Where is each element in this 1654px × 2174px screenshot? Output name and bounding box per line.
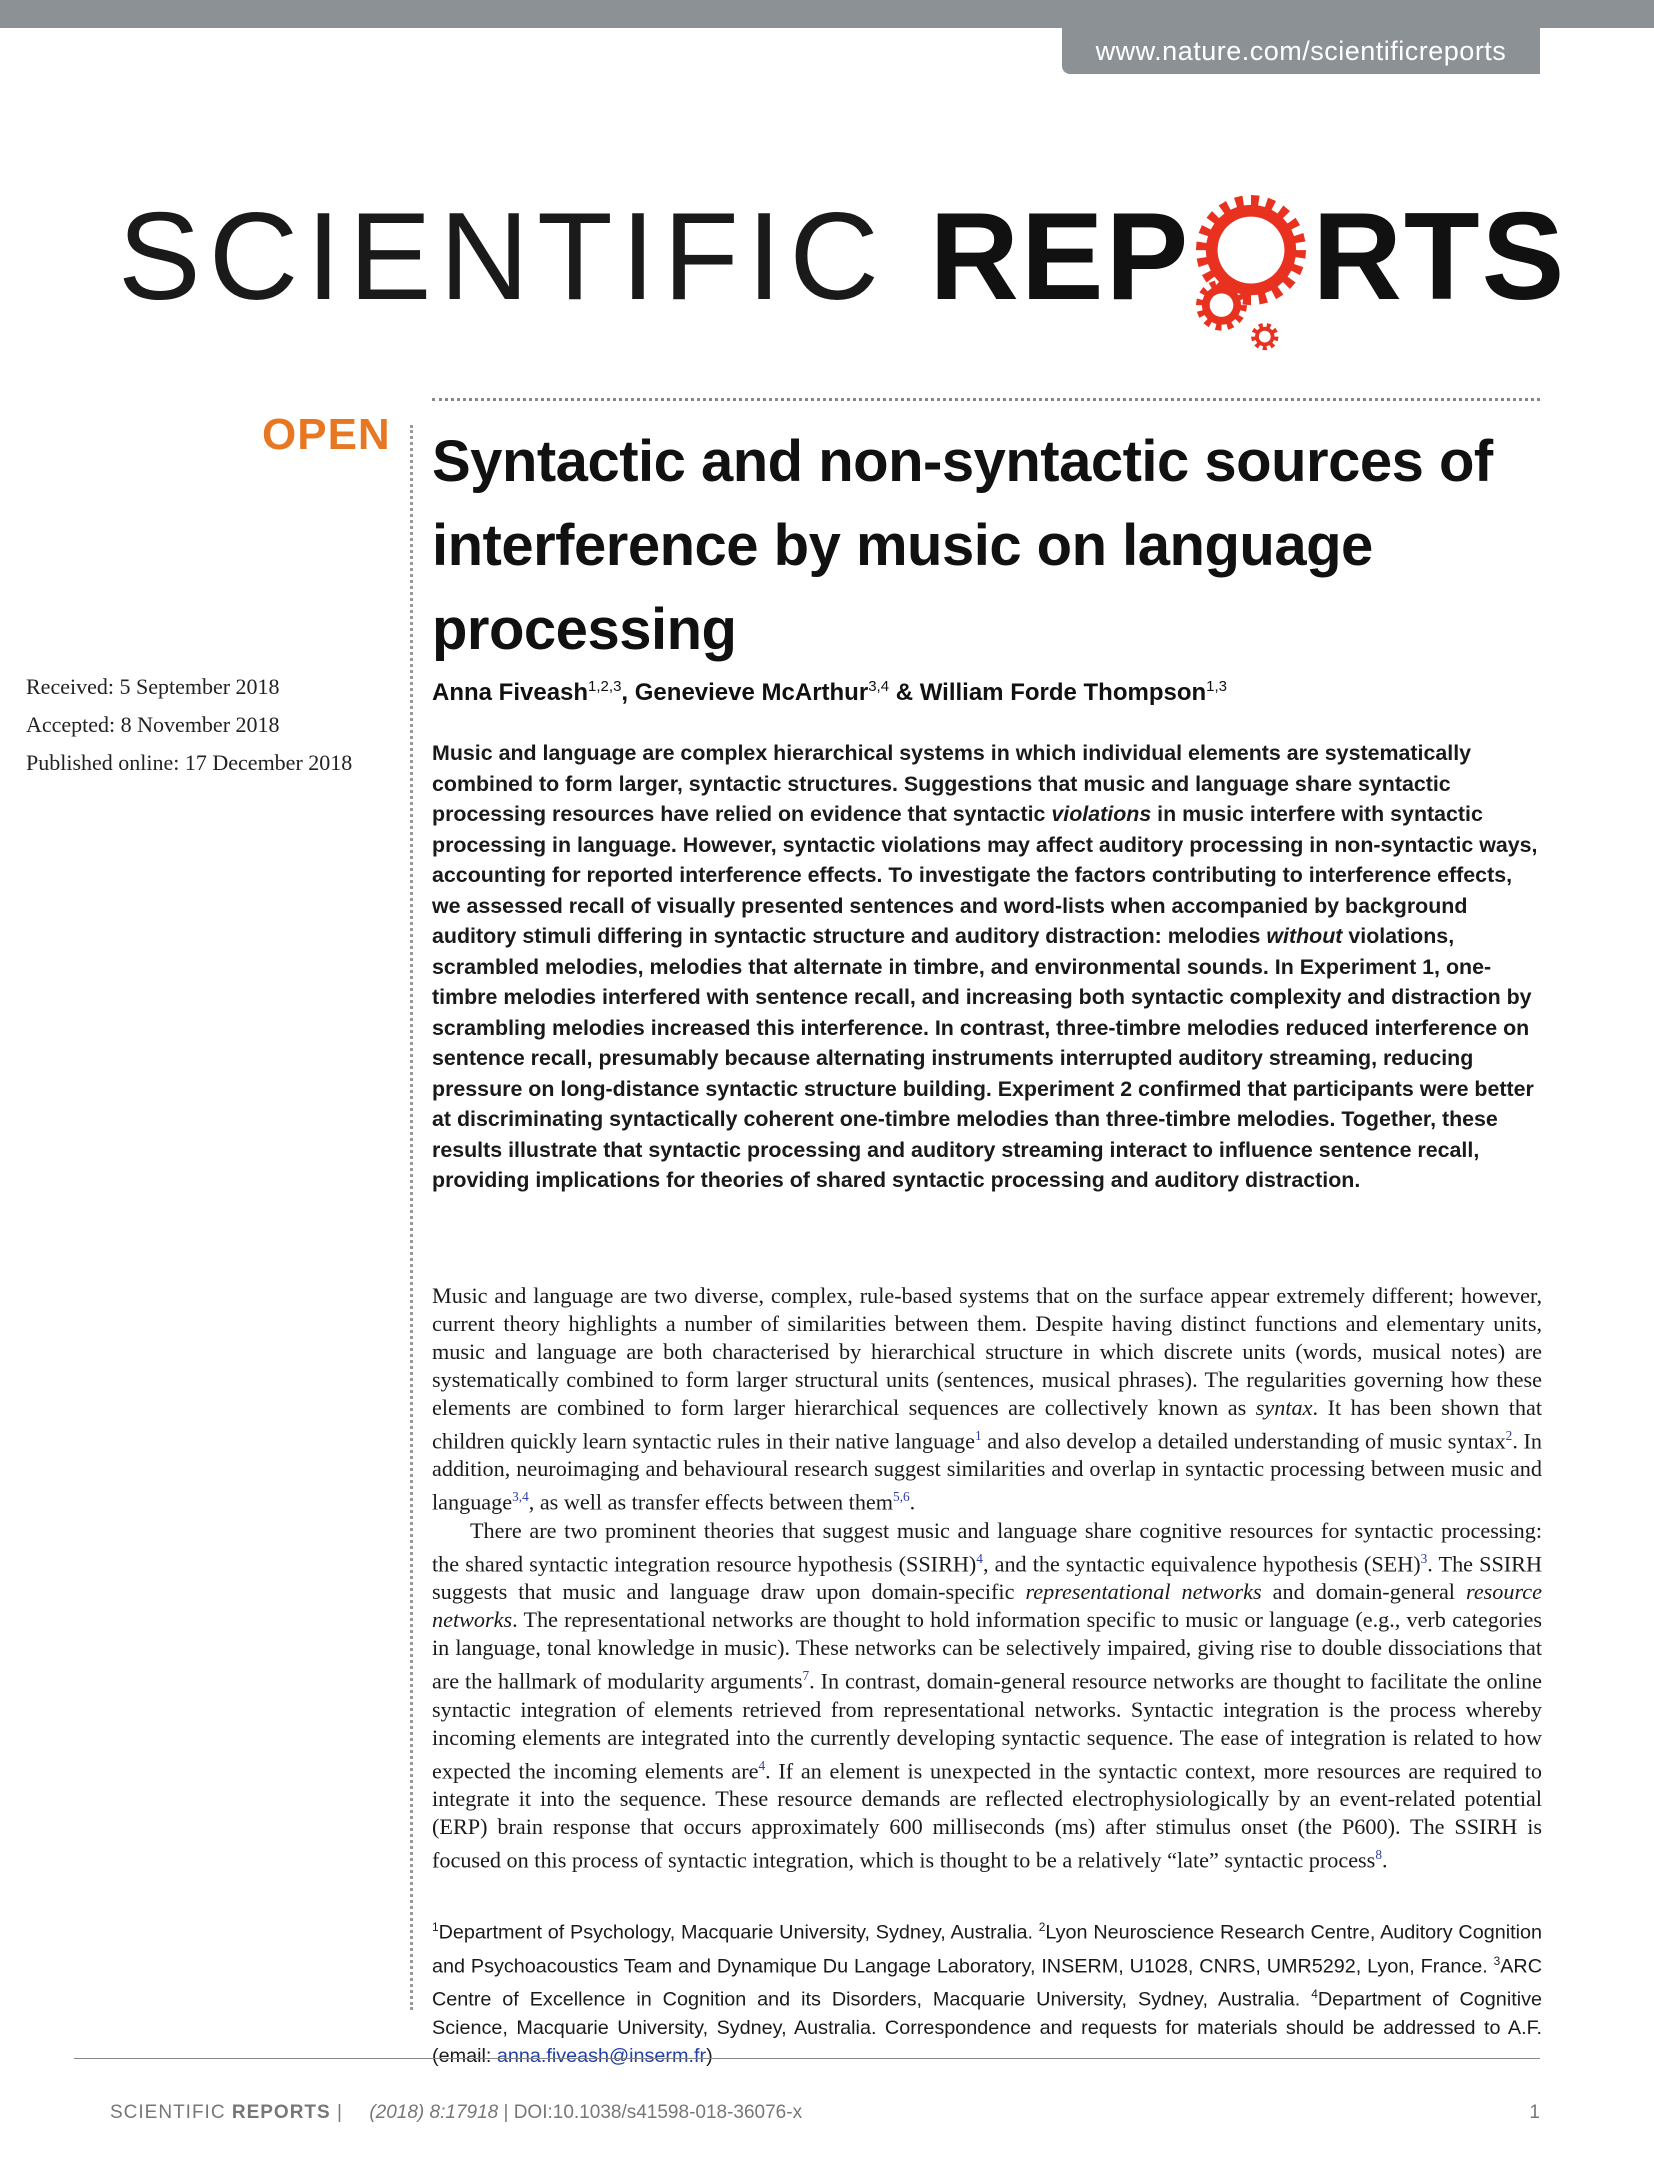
masthead-rep: REP [929,188,1191,326]
text-run: . [1381,1847,1388,1873]
text-run: . In contrast, domain-general resource networks are thought to facilitate the online syntactic integration of elements retrieved from representational networks. Syntactic integration is the process whereby incoming elements are integrated into the currently developing syntactic sequence. The ease of integration is related to how expected the incoming elements are [432,1668,1542,1783]
accepted-date: Accepted: 8 November 2018 [26,712,280,737]
affiliation-number: 3 [1493,1953,1501,1968]
affiliation-number: 4 [1311,1987,1318,2002]
body-paragraph [432,1517,1542,1875]
body-paragraph [432,1282,1542,1517]
footer-doi[interactable]: | DOI:10.1038/s41598-018-36076-x [498,2102,803,2123]
affiliation-number: 1 [432,1920,439,1934]
text-run: and also develop a detailed understanding of music syntax [981,1428,1506,1454]
footer-journal-bold: REPORTS [231,2102,331,2123]
abstract-text: Music and language are complex hierarchical systems in which individual elements are systematically combined to form larger, syntactic structures. Suggestions that music and language share syntactic processing resources have relied on evidence that syntactic [432,741,1472,826]
footer-citation: (2018) 8:17918 [369,2102,499,2123]
text-run: , as well as transfer effects between them [528,1489,894,1515]
reference-link[interactable]: 7 [802,1668,810,1684]
text-run: . If an element is unexpected in the syntactic context, more resources are required to integrate it into the sequence. These resource demands are reflected electrophysiologically by an event-related potential (ERP) brain response that occurs approximately 600 milliseconds (ms) after stimulus onset (the P600). The SSIRH is focused on this process of syntactic integration, which is thought to be a relatively “late” syntactic process [432,1757,1542,1873]
abstract-text: violations, scrambled melodies, melodies that alternate in timbre, and environmental sounds. In Experiment 1, one-timbre melodies interfered with sentence recall, and increasing both syntactic complexity and distraction by scrambling melodies increased this interference. In contrast, three-timbre melodies reduced interference on sentence recall, presumably because alternating instruments interrupted auditory streaming, reducing pressure on long-distance syntactic structure building. Experiment 2 confirmed that participants were better at discriminating syntactically coherent one-timbre melodies than three-timbre melodies. Together, these results illustrate that syntactic processing and auditory streaming interact to influence sentence recall, providing implications for theories of shared syntactic processing and auditory distraction. [432,924,1534,1192]
text-run: . The representational networks are thought to hold information specific to music or language (e.g., verb categories in language, tonal knowledge in music). These networks can be selectively impaired, giving rise to double dissociations that are the hallmark of modularity arguments [432,1607,1542,1694]
gear-hole [1218,217,1285,284]
text-run: . The SSIRH suggests that music and language draw upon domain-specific [432,1551,1543,1605]
affiliations [432,1913,1542,2070]
page-number: 1 [1529,2102,1540,2123]
reference-link[interactable]: 2 [1505,1428,1513,1443]
abstract-text: in music interfere with syntactic processing in language. However, syntactic violations may affect auditory processing in non-syntactic ways, accounting for reported interference effects. To investigate the factors contributing to interference effects, we assessed recall of visually presented sentences and word-lists when accompanied by background auditory stimuli differing in syntactic structure and auditory distraction: melodies [432,802,1538,948]
open-access-label: OPEN [262,410,391,459]
received-date: Received: 5 September 2018 [26,674,280,699]
text-run: Lyon Neuroscience Research Centre, Auditory Cognition and Psychoacoustics Team and Dynamique Du Langage Laboratory, INSERM, U1028, CNRS, UMR5292, Lyon, France. [432,1921,1543,1978]
column-divider [410,425,413,2010]
author-separator: , [621,679,635,706]
journal-url[interactable]: www.nature.com/scientificreports [1062,28,1540,74]
masthead-scientific: SCIENTIFIC [118,188,930,326]
footer-rule [74,2058,1540,2059]
text-run: ) [706,2044,713,2067]
text-run: Department of Psychology, Macquarie University, Sydney, Australia. [438,1921,1039,1944]
author-affiliation-sup: 3,4 [868,678,890,695]
italic-term: syntax [1255,1395,1313,1420]
reference-link[interactable]: 3,4 [512,1489,529,1505]
journal-masthead [118,182,1567,332]
author-list [432,678,1542,707]
footer-sep: | [330,2102,343,2123]
article-dates [26,668,406,782]
abstract-emphasis: violations [1051,802,1152,826]
published-date: Published online: 17 December 2018 [26,750,353,775]
author-name[interactable]: William Forde Thompson [919,679,1207,706]
reference-link[interactable]: 5,6 [893,1489,910,1505]
gear-hole [1210,293,1234,317]
text-run: and domain-general [1261,1579,1467,1605]
reference-link[interactable]: 4 [758,1757,766,1773]
footer-journal [110,2102,343,2123]
italic-term: resource networks [432,1579,1543,1633]
article-title: Syntactic and non-syntactic sources of interference by music on language processing [432,429,1493,662]
author-separator: & [889,679,920,706]
abstract-emphasis: without [1266,924,1343,948]
author-name[interactable]: Genevieve McArthur [634,679,869,706]
text-run: . [909,1489,916,1515]
text-run: There are two prominent theories that suggest music and language share cognitive resources for syntactic processing: the shared syntactic integration resource hypothesis (SSIRH) [432,1517,1542,1577]
page-footer [110,2102,1540,2124]
italic-term: representational networks [1025,1579,1262,1605]
reference-link[interactable]: 3 [1420,1550,1428,1566]
text-run: ARC Centre of Excellence in Cognition and its Disorders, Macquarie University, Sydney, Australia. [432,1955,1542,2011]
header-divider [432,398,1540,401]
affiliation-number: 2 [1038,1920,1046,1934]
gear-logo-icon [1192,195,1310,313]
reference-link[interactable]: 1 [974,1428,982,1443]
footer-journal-light: SCIENTIFIC [110,2102,232,2123]
text-run: , and the syntactic equivalence hypothesis (SEH) [982,1551,1421,1577]
gear-hole [1259,331,1271,343]
top-bar [0,0,1654,28]
text-run: Music and language are two diverse, complex, rule-based systems that on the surface appear extremely different; however, current theory highlights a number of similarities between them. Despite having distinct functions and elementary units, music and language are both characterised by hierarchical structure in which discrete units (words, musical notes) are systematically combined to form larger structural units (sentences, musical phrases). The regularities governing how these elements are combined to form larger hierarchical sequences are collectively known as [432,1283,1542,1420]
email-link[interactable]: anna.fiveash@inserm.fr [496,2044,707,2067]
masthead-rts: RTS [1312,188,1567,326]
text-run: Department of Cognitive Science, Macquarie University, Sydney, Australia. Correspondence and requests for materials should be addressed to A.F. (email: [432,1988,1542,2067]
author-affiliation-sup: 1,3 [1206,678,1228,695]
reference-link[interactable]: 4 [976,1550,983,1566]
article-body [432,1282,1542,1874]
text-run: . It has been shown that children quickly learn syntactic rules in their native language [432,1395,1542,1454]
text-run: . In addition, neuroimaging and behavioural research suggest similarities and overlap in syntactic processing between music and language [432,1428,1543,1515]
reference-link[interactable]: 8 [1375,1846,1382,1862]
abstract [432,738,1542,1196]
author-affiliation-sup: 1,2,3 [588,678,622,695]
author-name[interactable]: Anna Fiveash [432,679,589,706]
